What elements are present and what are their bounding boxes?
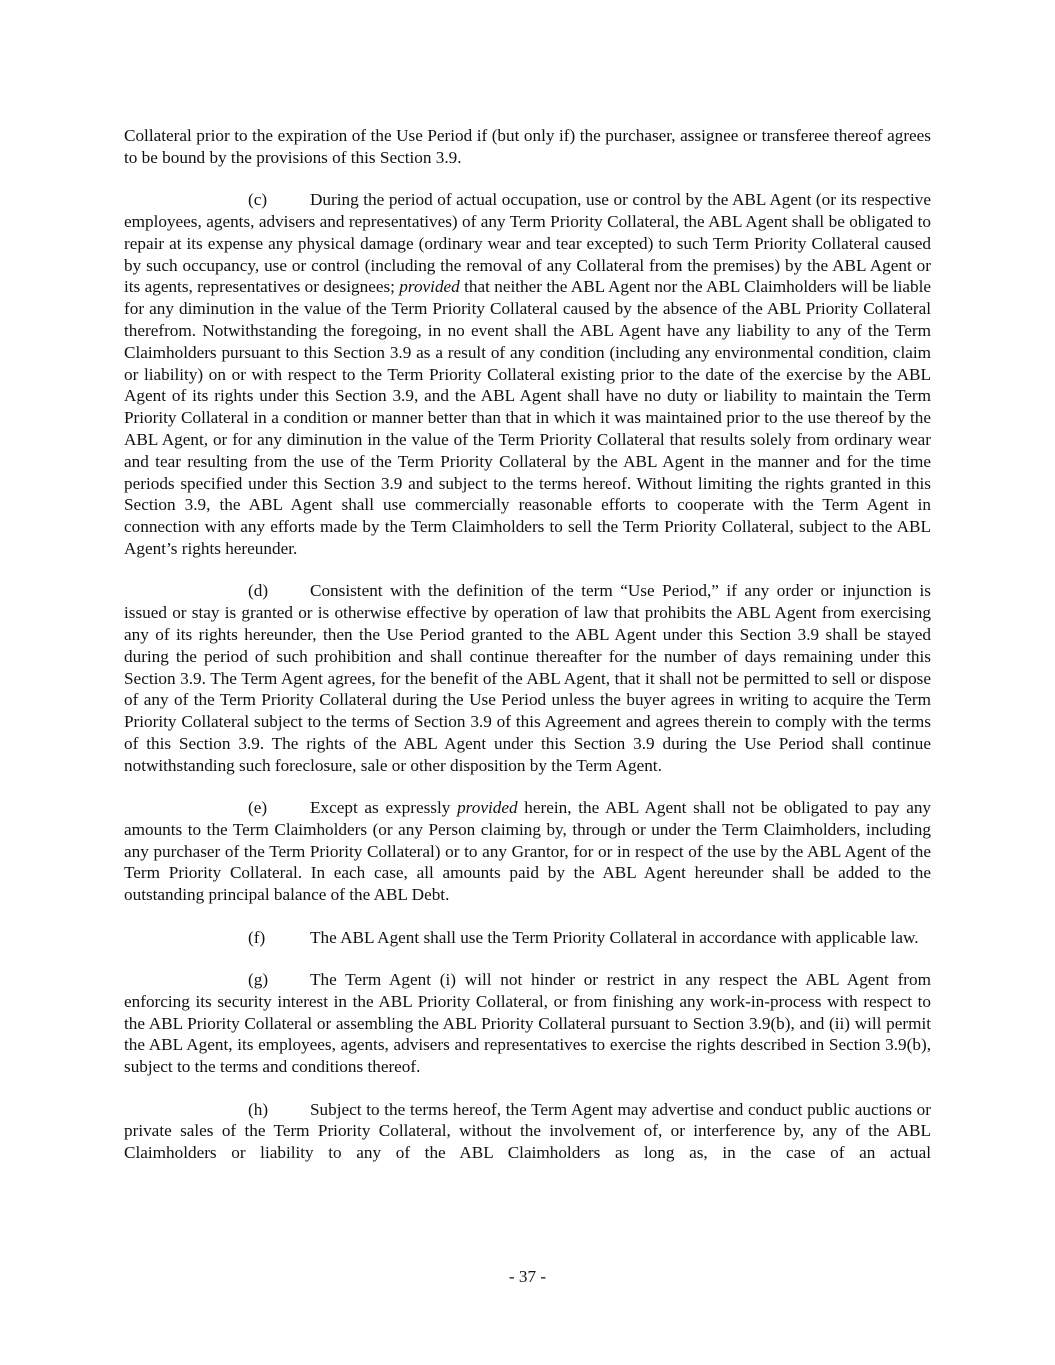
document-page <box>124 125 931 1185</box>
paragraph-g <box>124 969 931 1078</box>
paragraph-text: During the period of actual occupation, use or control by the ABL Agent (or its respective employees, agents, advisers and representatives) of any Term Priority Collateral, the ABL Agent shall be obligated to repair at its expense any physical damage (ordinary wear and tear excepted) to such Term Priority Collateral caused by such occupancy, use or control (including the removal of any Collateral from the premises) by the ABL Agent or its agents, representatives or designees; <box>124 190 931 297</box>
paragraph-text-continued: that neither the ABL Agent nor the ABL Claimholders will be liable for any diminution in the value of the Term Priority Collateral caused by the absence of the ABL Priority Collateral therefrom. Notwithstanding the foregoing, in no event shall the ABL Agent have any liability to any of the Term Claimholders pursuant to this Section 3.9 as a result of any condition (including any environmental condition, claim or liability) on or with respect to the Term Priority Collateral existing prior to the date of the exercise by the ABL Agent of its rights under this Section 3.9, and the ABL Agent shall have no duty or liability to maintain the Term Priority Collateral in a condition or manner better than that in which it was maintained prior to the use thereof by the ABL Agent, or for any diminution in the value of the Term Priority Collateral that results solely from ordinary wear and tear resulting from the use of the Term Priority Collateral by the ABL Agent in the manner and for the time periods specified under this Section 3.9 and subject to the terms hereof. Without limiting the rights granted in this Section 3.9, the ABL Agent shall use commercially reasonable efforts to cooperate with the Term Agent in connection with any efforts made by the Term Claimholders to sell the Term Priority Collateral, subject to the ABL Agent’s rights hereunder. <box>124 277 931 558</box>
paragraph-label: (d) <box>248 581 269 601</box>
paragraph-label: (g) <box>248 970 269 990</box>
paragraph-h <box>124 1099 931 1164</box>
paragraph-text-continued: herein, the ABL Agent shall not be obligated to pay any amounts to the Term Claimholders (or any Person claiming by, through or under the Term Claimholders, including any purchaser of the Term Priority Collateral) or to any Grantor, for or in respect of the use by the ABL Agent of the Term Priority Collateral. In each case, all amounts paid by the ABL Agent hereunder shall be added to the outstanding principal balance of the ABL Debt. <box>124 798 932 905</box>
intro-paragraph <box>124 125 931 169</box>
paragraph-label: (e) <box>248 798 268 818</box>
paragraph-text: The Term Agent (i) will not hinder or restrict in any respect the ABL Agent from enforcing its security interest in the ABL Priority Collateral, or from finishing any work-in-process with respect to the ABL Priority Collateral or assembling the ABL Priority Collateral pursuant to Section 3.9(b), and (ii) will permit the ABL Agent, its employees, agents, advisers and representatives to exercise the rights described in Section 3.9(b), subject to the terms and conditions thereof. <box>124 970 931 1077</box>
paragraph-e <box>124 797 931 906</box>
paragraph-d <box>124 580 931 776</box>
paragraph-label: (f) <box>248 927 266 947</box>
italic-term: provided <box>457 798 518 818</box>
page-number: - 37 - <box>508 1267 547 1286</box>
paragraph-label: (h) <box>248 1099 269 1119</box>
paragraph-label: (c) <box>248 190 268 210</box>
paragraph-text: Consistent with the definition of the term “Use Period,” if any order or injunction is issued or stay is granted or is otherwise effective by operation of law that prohibits the ABL Agent from exercising any of its rights hereunder, then the Use Period granted to the ABL Agent under this Section 3.9 shall be stayed during the period of such prohibition and shall continue thereafter for the number of days remaining under this Section 3.9. The Term Agent agrees, for the benefit of the ABL Agent, that it shall not be permitted to sell or dispose of any of the Term Priority Collateral during the Use Period unless the buyer agrees in writing to acquire the Term Priority Collateral subject to the terms of Section 3.9 of this Agreement and agrees therein to comply with the terms of this Section 3.9. The rights of the ABL Agent under this Section 3.9 during the Use Period shall continue notwithstanding such foreclosure, sale or other disposition by the Term Agent. <box>124 581 931 775</box>
paragraph-text: Except as expressly <box>310 798 458 818</box>
paragraph-f <box>124 927 931 949</box>
paragraph-c <box>124 189 931 560</box>
intro-text: Collateral prior to the expiration of the Use Period if (but only if) the purchaser, assignee or transferee thereof agrees to be bound by the provisions of this Section 3.9. <box>124 126 931 167</box>
paragraph-text: The ABL Agent shall use the Term Priority Collateral in accordance with applicable law. <box>310 927 919 947</box>
paragraph-text: Subject to the terms hereof, the Term Agent may advertise and conduct public auctions or private sales of the Term Priority Collateral, without the involvement of, or interference by, any of the ABL Claimholders or liability to any of the ABL Claimholders as long as, in the case of an actual <box>124 1099 931 1163</box>
italic-term: provided <box>399 277 460 297</box>
